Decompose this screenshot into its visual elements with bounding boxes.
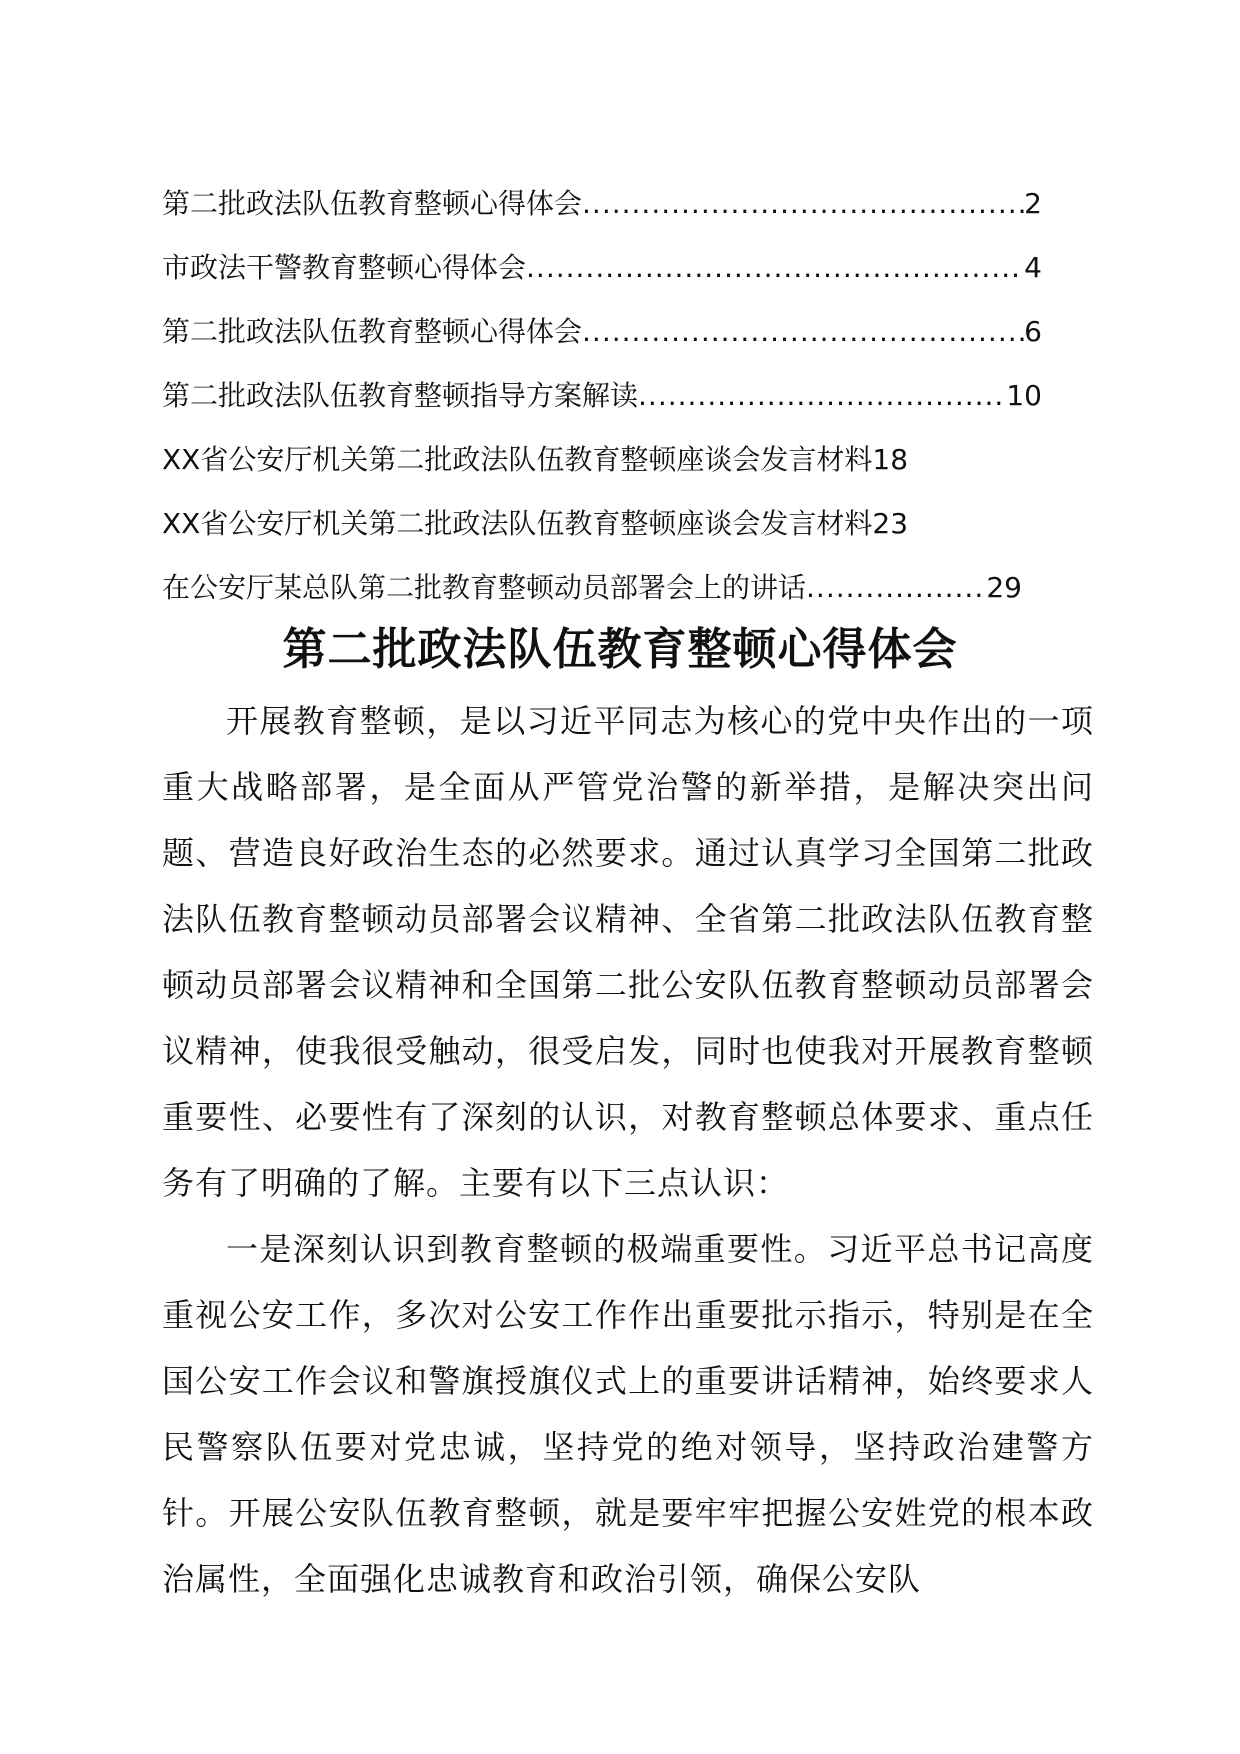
- toc-entry-page: 23: [872, 507, 909, 540]
- document-title: 第二批政法队伍教育整顿心得体会: [282, 624, 958, 675]
- toc-entry[interactable]: [162, 236, 1042, 300]
- toc-entry[interactable]: [162, 364, 1042, 428]
- toc-entry[interactable]: [162, 300, 1042, 364]
- toc-entry-title: XX省公安厅机关第二批政法队伍教育整顿座谈会发言材料: [162, 443, 873, 476]
- body-paragraph: 开展教育整顿，是以习近平同志为核心的党中央作出的一项重大战略部署，是全面从严管党治警的新举措，是解决突出问题、营造良好政治生态的必然要求。通过认真学习全国第二批政法队伍教育整顿动员部署会议精神、全省第二批政法队伍教育整顿动员部署会议精神和全国第二批公安队伍教育整顿动员部署会议精神，使我很受触动，很受启发，同时也使我对开展教育整顿重要性、必要性有了深刻的认识，对教育整顿总体要求、重点任务有了明确的了解。主要有以下三点认识：: [162, 702, 1094, 1202]
- toc-entry-title: 在公安厅某总队第二批教育整顿动员部署会上的讲话: [162, 571, 807, 604]
- toc-entry-page: 6: [1024, 315, 1042, 348]
- toc-entry-page: 18: [872, 443, 909, 476]
- toc-entry-page: 4: [1024, 251, 1042, 284]
- toc-entry-title: 市政法干警教育整顿心得体会: [162, 251, 527, 284]
- toc-entry-title: 第二批政法队伍教育整顿心得体会: [162, 187, 583, 220]
- toc-leader-dots: [582, 300, 1024, 364]
- toc-leader-dots: [526, 236, 1024, 300]
- toc-entry-page: 10: [1006, 379, 1042, 412]
- document-body: [162, 688, 1094, 1612]
- toc-entry-page: 29: [986, 571, 1022, 604]
- toc-entry[interactable]: [162, 556, 1022, 620]
- toc-leader-dots: [638, 364, 1006, 428]
- toc-leader-dots: [582, 172, 1024, 236]
- body-paragraph: 一是深刻认识到教育整顿的极端重要性。习近平总书记高度重视公安工作，多次对公安工作作出重要批示指示，特别是在全国公安工作会议和警旗授旗仪式上的重要讲话精神，始终要求人民警察队伍要对党忠诚，坚持党的绝对领导，坚持政治建警方针。开展公安队伍教育整顿，就是要牢牢把握公安姓党的根本政治属性，全面强化忠诚教育和政治引领，确保公安队: [162, 1230, 1094, 1598]
- toc-entry-title: 第二批政法队伍教育整顿指导方案解读: [162, 379, 639, 412]
- toc-entry-title: 第二批政法队伍教育整顿心得体会: [162, 315, 583, 348]
- toc-entry[interactable]: [162, 492, 1042, 556]
- toc-entry[interactable]: [162, 428, 1042, 492]
- toc-entry[interactable]: [162, 172, 1042, 236]
- table-of-contents: [162, 172, 1042, 620]
- toc-leader-dots: [806, 556, 986, 620]
- toc-entry-page: 2: [1024, 187, 1042, 220]
- toc-entry-title: XX省公安厅机关第二批政法队伍教育整顿座谈会发言材料: [162, 507, 873, 540]
